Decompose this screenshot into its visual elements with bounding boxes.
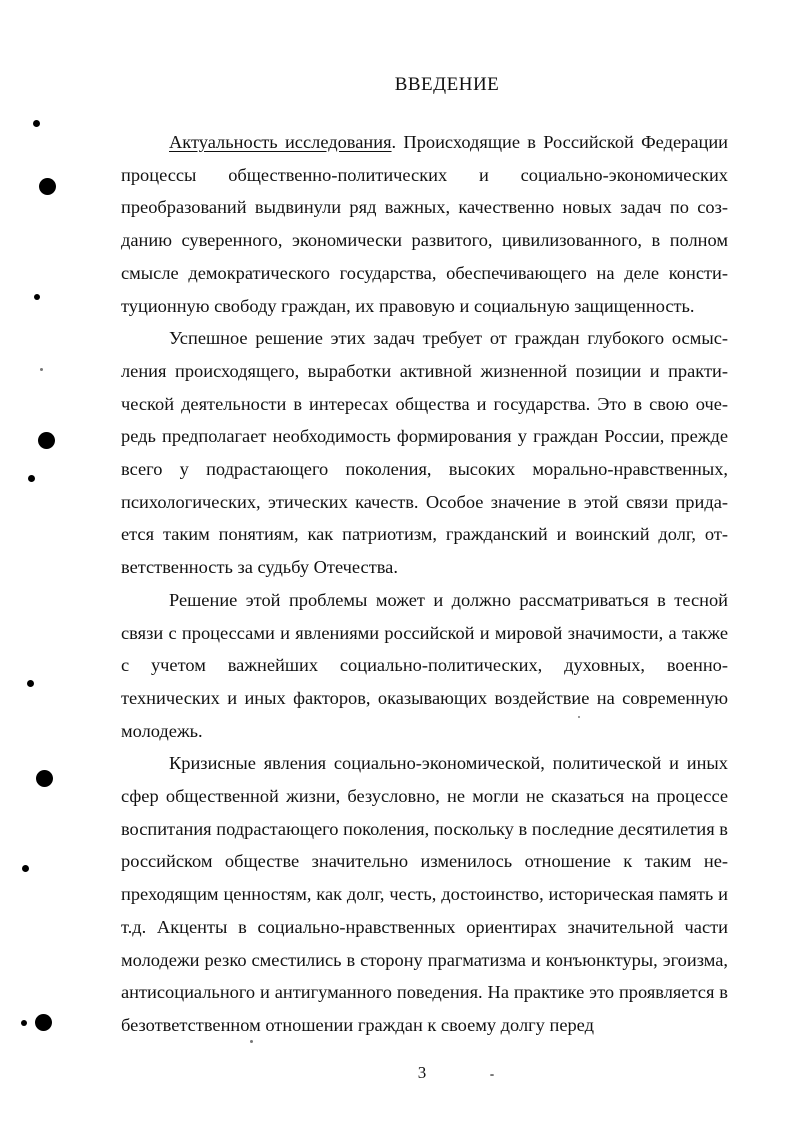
page-number: 3 <box>417 1063 427 1082</box>
body-text <box>121 126 728 1042</box>
binding-hole-mark <box>27 680 34 687</box>
paragraph-3: Решение этой проблемы может и должно рассматриваться в тесной связи с процессами и явлениями российской и мировой значимости, а также с учетом важнейших социально-политических, духовных, военно-технических и иных факторов, оказывающих воздействие на современную молодежь. <box>121 589 728 741</box>
document-title: ВВЕДЕНИЕ <box>394 74 500 95</box>
binding-hole-mark <box>38 432 55 449</box>
binding-hole-mark <box>36 770 53 787</box>
paragraph-4: Кризисные явления социально-экономической, политической и иных сфер общественной жизни, безусловно, не могли не сказаться на процессе воспитания подрастающего поколения, поскольку в последние десятилетия в российском обществе значительно изменилось отношение к таким непреходящим ценностям, как долг, честь, достоинство, историческая память и т.д. Акценты в социально-нравственных ориентирах значительной части молодежи резко сместились в сторону прагматизма и конъюнктуры, эгоизма, антисоциального и антигуманного поведения. На практике это проявляется в безответственном отношении граждан к своему долгу перед <box>121 753 728 1035</box>
binding-hole-mark <box>39 178 56 195</box>
binding-hole-mark <box>35 1014 52 1031</box>
binding-hole-mark <box>34 294 40 300</box>
binding-hole-mark <box>21 1020 27 1026</box>
scan-speck <box>40 368 43 371</box>
paragraph-1 <box>121 126 728 322</box>
paragraph-2: Успешное решение этих задач требует от граждан глубокого осмысления происходящего, выработки активной жизненной позиции и практической деятельности в интересах общества и государства. Это в свою очередь предполагает необходимость формирования у граждан России, прежде всего у подрастающего поколения, высоких морально-нравственных, психологических, этических качеств. Особое значение в этой связи придается таким понятиям, как патриотизм, гражданский и воинский долг, ответственность за судьбу Отечества. <box>121 328 728 578</box>
lead-heading: Актуальность исследования <box>169 132 392 152</box>
paragraph-1-text: . Происходящие в Российской Федерации процессы общественно-политических и социально-экономических преобразований выдвинули ряд важных, качественно новых задач по созданию суверенного, экономически развитого, цивилизованного, в полном смысле демократического государства, обеспечивающего на деле конституционную свободу граждан, их правовую и социальную защищенность. <box>121 132 729 316</box>
binding-hole-mark <box>33 120 40 127</box>
binding-hole-mark <box>22 865 29 872</box>
binding-hole-mark <box>28 475 35 482</box>
